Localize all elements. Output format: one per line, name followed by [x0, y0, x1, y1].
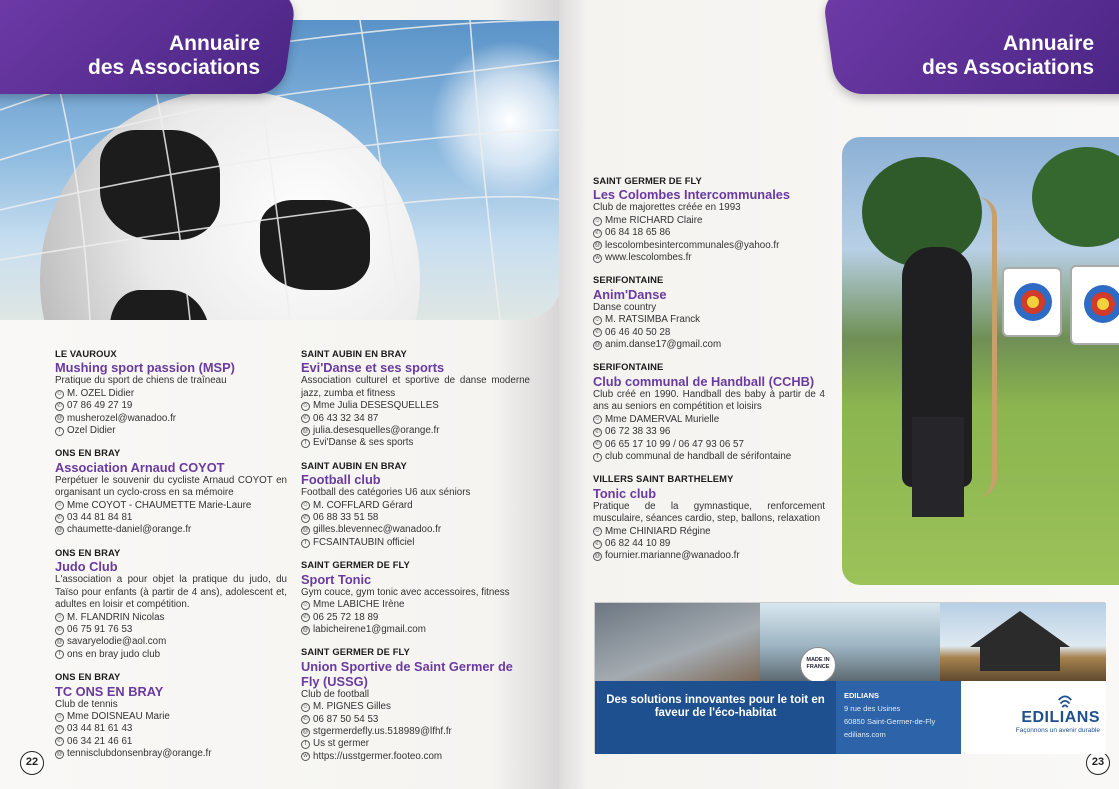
- phone-icon: ✆: [302, 415, 309, 422]
- facebook-icon: f: [301, 539, 310, 548]
- contact-person-text: Mme CHINIARD Régine: [605, 525, 711, 537]
- contact-person-text: M. OZEL Didier: [67, 387, 135, 399]
- association-name: Football club: [301, 472, 381, 488]
- contact-email-text: musherozel@wanadoo.fr: [67, 412, 177, 424]
- contact-email[interactable]: [301, 726, 530, 738]
- phone-icon: ✆: [56, 402, 63, 409]
- contact-phone: [593, 426, 825, 438]
- contact-email-text: tennisclubdonsenbray@orange.fr: [67, 748, 212, 760]
- contact-phone: [301, 612, 530, 624]
- contact-person-text: Mme DAMERVAL Murielle: [605, 413, 720, 425]
- association-name: Anim'Danse: [593, 286, 667, 302]
- email-icon: @: [56, 527, 63, 534]
- page-left: [0, 0, 559, 789]
- association-town: SAINT AUBIN EN BRAY: [301, 348, 407, 359]
- ad-roof-window-photo: [760, 603, 940, 681]
- contact-web-text: www.lescolombes.fr: [605, 252, 692, 264]
- contact-phone: [593, 327, 825, 339]
- contact-email-text: fournier.marianne@wanadoo.fr: [605, 550, 740, 562]
- contact-email[interactable]: [55, 413, 287, 425]
- phone-icon: ✆: [56, 738, 63, 745]
- phone-icon: ✆: [594, 229, 601, 236]
- page-title-left: Annuaire des Associations: [88, 32, 260, 79]
- association-entry: [593, 274, 825, 351]
- association-town: VILLERS SAINT BARTHELEMY: [593, 473, 734, 485]
- contact-phone: [301, 714, 530, 726]
- contact-phone: [55, 736, 287, 748]
- contact-person: [301, 400, 530, 412]
- user-icon: ☺: [594, 217, 601, 224]
- email-icon: @: [302, 626, 309, 633]
- association-town: SAINT GERMER DE FLY: [301, 559, 410, 571]
- contact-phone-text: 06 43 32 34 87: [313, 412, 379, 424]
- contact-person: [593, 526, 825, 538]
- contact-email-text: anim.danse17@gmail.com: [605, 339, 722, 351]
- association-name: Union Sportive de Saint Germer de Fly (USSG): [301, 658, 513, 689]
- contact-person-text: Mme DOISNEAU Marie: [67, 710, 170, 722]
- ad-slogan: Des solutions innovantes pour le toit en faveur de l'éco-habitat: [595, 681, 836, 754]
- contact-phone: [55, 624, 287, 636]
- contact-facebook-text: Us st germer: [313, 738, 370, 750]
- association-entry: [301, 646, 530, 763]
- contact-email-text: chaumette-daniel@orange.fr: [67, 524, 192, 536]
- contact-person: [55, 612, 287, 624]
- contact-person-text: M. PIGNES Gilles: [313, 701, 391, 713]
- right-column: [593, 175, 825, 573]
- association-town: SAINT GERMER DE FLY: [301, 646, 410, 658]
- contact-phone-text: 06 84 18 65 86: [605, 227, 671, 239]
- contact-web[interactable]: [593, 252, 825, 264]
- contact-person: [55, 500, 287, 512]
- left-column-2: [301, 348, 530, 773]
- edilians-logo: EDILIANS Façonnons un avenir durable: [961, 681, 1106, 754]
- bow: [977, 197, 997, 497]
- contact-email[interactable]: [593, 240, 825, 252]
- email-icon: @: [594, 242, 601, 249]
- contact-phone-text: 06 75 91 76 53: [67, 623, 133, 635]
- association-entry: [55, 447, 287, 536]
- contact-phone-text: 06 65 17 10 99 / 06 47 93 06 57: [605, 438, 744, 450]
- association-description: Perpétuer le souvenir du cycliste Arnaud COYOT en organisant un cyclo-cross en sa mémoire: [55, 474, 287, 499]
- contact-phone-text: 06 87 50 54 53: [313, 713, 379, 725]
- contact-phone-text: 06 88 33 51 58: [313, 512, 379, 524]
- contact-phone-text: 06 72 38 33 96: [605, 426, 671, 438]
- contact-phone-text: 06 46 40 50 28: [605, 326, 671, 338]
- user-icon: ☺: [56, 713, 63, 720]
- contact-person: [593, 414, 825, 426]
- contact-email-text: gilles.blevennec@wanadoo.fr: [313, 524, 442, 536]
- phone-icon: ✆: [56, 514, 63, 521]
- contact-facebook-text: Ozel Didier: [67, 425, 116, 437]
- contact-phone: [55, 723, 287, 735]
- contact-person: [55, 388, 287, 400]
- association-description: Pratique de la gymnastique, renforcement musculaire, séances cardio, step, ballons, relaxation: [593, 500, 825, 525]
- contact-phone-text: 06 25 72 18 89: [313, 611, 379, 623]
- association-description: Club créé en 1990. Handball des baby à partir de 4 ans au seniors en compétition et loisirs: [593, 388, 825, 413]
- contact-web[interactable]: [301, 751, 530, 763]
- email-icon: @: [56, 639, 63, 646]
- contact-facebook[interactable]: [55, 649, 287, 661]
- contact-phone: [301, 413, 530, 425]
- contact-facebook-text: ons en bray judo club: [67, 648, 161, 660]
- contact-email-text: lescolombesintercommunales@yahoo.fr: [605, 239, 780, 251]
- association-name: Judo Club: [55, 559, 118, 575]
- facebook-icon: f: [301, 740, 310, 749]
- contact-facebook[interactable]: [55, 425, 287, 437]
- web-icon: w: [301, 752, 310, 761]
- contact-phone-text: 03 44 81 84 81: [67, 512, 133, 524]
- contact-email[interactable]: [55, 524, 287, 536]
- contact-email[interactable]: [301, 425, 530, 437]
- user-icon: ☺: [594, 316, 601, 323]
- association-town: LE VAUROUX: [55, 348, 117, 359]
- association-town: ONS EN BRAY: [55, 546, 121, 558]
- contact-person-text: M. FLANDRIN Nicolas: [67, 611, 165, 623]
- association-name: Club communal de Handball (CCHB): [593, 373, 815, 389]
- association-description: Association culturel et sportive de danse moderne jazz, zumba et fitness: [301, 375, 530, 399]
- association-entry: [55, 348, 287, 437]
- email-icon: @: [302, 728, 309, 735]
- user-icon: ☺: [302, 402, 309, 409]
- association-description: Club de football: [301, 688, 370, 700]
- association-entry: [301, 348, 530, 450]
- contact-phone: [301, 512, 530, 524]
- contact-person: [301, 701, 530, 713]
- contact-facebook-text: FCSAINTAUBIN officiel: [313, 536, 415, 548]
- facebook-icon: f: [55, 650, 64, 659]
- contact-phone-text: 03 44 81 61 43: [67, 723, 133, 735]
- email-icon: @: [594, 341, 601, 348]
- association-description: Club de tennis: [55, 698, 118, 710]
- page-title-right: Annuaire des Associations: [922, 32, 1094, 79]
- contact-person: [593, 314, 825, 326]
- contact-email[interactable]: [593, 550, 825, 562]
- email-icon: @: [594, 553, 601, 560]
- contact-facebook[interactable]: [593, 451, 825, 463]
- association-description: Pratique du sport de chiens de traîneau: [55, 375, 227, 387]
- association-name: Tonic club: [593, 485, 657, 501]
- association-description: Football des catégories U6 aux séniors: [301, 487, 471, 499]
- contact-person: [301, 599, 530, 611]
- contact-phone: [593, 227, 825, 239]
- contact-phone: [55, 400, 287, 412]
- association-entry: [593, 361, 825, 463]
- email-icon: @: [56, 415, 63, 422]
- contact-email[interactable]: [55, 636, 287, 648]
- association-town: SERIFONTAINE: [593, 361, 664, 373]
- contact-email[interactable]: [301, 624, 530, 636]
- association-description: Gym couce, gym tonic avec accessoires, fitness: [301, 586, 510, 598]
- association-entry: [593, 473, 825, 562]
- facebook-icon: f: [55, 427, 64, 436]
- association-name: Les Colombes Intercommunales: [593, 187, 790, 203]
- contact-person-text: M. COFFLARD Gérard: [313, 499, 413, 511]
- user-icon: ☺: [302, 703, 309, 710]
- made-in-france-badge: MADE IN FRANCE: [800, 647, 836, 683]
- association-entry: [301, 460, 530, 549]
- phone-icon: ✆: [56, 726, 63, 733]
- contact-email-text: stgermerdefly.us.518989@lfhf.fr: [313, 725, 452, 737]
- phone-icon: ✆: [302, 716, 309, 723]
- contact-person: [593, 215, 825, 227]
- email-icon: @: [56, 750, 63, 757]
- contact-web-text: https://usstgermer.footeo.com: [313, 750, 443, 762]
- email-icon: @: [302, 527, 309, 534]
- association-name: Sport Tonic: [301, 571, 372, 587]
- user-icon: ☺: [56, 390, 63, 397]
- contact-person-text: Mme Julia DESESQUELLES: [313, 400, 439, 412]
- association-description: Danse country: [593, 301, 657, 313]
- phone-icon: ✆: [56, 626, 63, 633]
- user-icon: ☺: [594, 528, 601, 535]
- user-icon: ☺: [594, 416, 601, 423]
- phone-icon: ✆: [302, 514, 309, 521]
- association-name: Evi'Danse et ses sports: [301, 360, 445, 376]
- facebook-icon: f: [301, 439, 310, 448]
- contact-email[interactable]: [593, 339, 825, 351]
- contact-person-text: Mme LABICHE Irène: [313, 599, 405, 611]
- association-entry: [55, 671, 287, 760]
- association-town: SAINT GERMER DE FLY: [593, 175, 702, 186]
- contact-email-text: labicheirene1@gmail.com: [313, 623, 426, 635]
- user-icon: ☺: [302, 502, 309, 509]
- edilians-advertisement[interactable]: [594, 602, 1105, 753]
- contact-person-text: M. RATSIMBA Franck: [605, 314, 701, 326]
- contact-person: [55, 711, 287, 723]
- phone-icon: ✆: [594, 329, 601, 336]
- association-town: ONS EN BRAY: [55, 447, 121, 459]
- contact-person: [301, 500, 530, 512]
- user-icon: ☺: [56, 614, 63, 621]
- contact-facebook[interactable]: [301, 738, 530, 750]
- contact-person-text: Mme RICHARD Claire: [605, 214, 703, 226]
- contact-facebook-text: club communal de handball de sérifontaine: [605, 450, 792, 462]
- contact-email[interactable]: [301, 524, 530, 536]
- edilians-logo-icon: [1056, 691, 1074, 709]
- contact-phone: [593, 538, 825, 550]
- contact-email-text: julia.desesquelles@orange.fr: [313, 425, 440, 437]
- association-name: Association Arnaud COYOT: [55, 459, 225, 475]
- contact-facebook-text: Evi'Danse & ses sports: [313, 437, 414, 449]
- contact-person-text: Mme COYOT - CHAUMETTE Marie-Laure: [67, 499, 252, 511]
- association-town: SAINT AUBIN EN BRAY: [301, 459, 407, 471]
- ad-roofer-photo: [595, 603, 760, 681]
- email-icon: @: [302, 427, 309, 434]
- contact-facebook[interactable]: [301, 537, 530, 549]
- association-name: Mushing sport passion (MSP): [55, 360, 235, 376]
- contact-email[interactable]: [55, 748, 287, 760]
- ad-address: EDILIANS 9 rue des Usines 60850 Saint-Germer-de-Fly edilians.com: [836, 681, 961, 754]
- user-icon: ☺: [302, 601, 309, 608]
- page-number-left: 22: [20, 751, 44, 775]
- phone-icon: ✆: [302, 614, 309, 621]
- association-description: Club de majorettes créée en 1993: [593, 202, 741, 214]
- page-number-right: 23: [1086, 751, 1110, 775]
- association-description: L'association a pour objet la pratique du judo, du Taïso pour enfants (à partir de 4 ans), adolescent et, adultes en loisir et compétition.: [55, 574, 287, 611]
- phone-icon: ✆: [594, 540, 601, 547]
- facebook-icon: f: [593, 453, 602, 462]
- contact-phone-text: 06 34 21 46 61: [67, 735, 133, 747]
- contact-phone: [55, 512, 287, 524]
- contact-phone: [593, 439, 825, 451]
- archer-photo: [842, 137, 1119, 585]
- association-town: SERIFONTAINE: [593, 274, 664, 286]
- association-entry: [55, 547, 287, 661]
- contact-facebook[interactable]: [301, 437, 530, 449]
- web-icon: w: [593, 254, 602, 263]
- user-icon: ☺: [56, 502, 63, 509]
- left-column-1: [55, 348, 287, 771]
- phone-icon: ✆: [594, 441, 601, 448]
- contact-phone-text: 06 82 44 10 89: [605, 537, 671, 549]
- contact-email-text: savaryelodie@aol.com: [67, 636, 167, 648]
- association-town: ONS EN BRAY: [55, 671, 121, 683]
- association-entry: [301, 559, 530, 636]
- contact-phone-text: 07 86 49 27 19: [67, 400, 133, 412]
- association-entry: [593, 175, 825, 264]
- association-name: TC ONS EN BRAY: [55, 683, 164, 699]
- phone-icon: ✆: [594, 428, 601, 435]
